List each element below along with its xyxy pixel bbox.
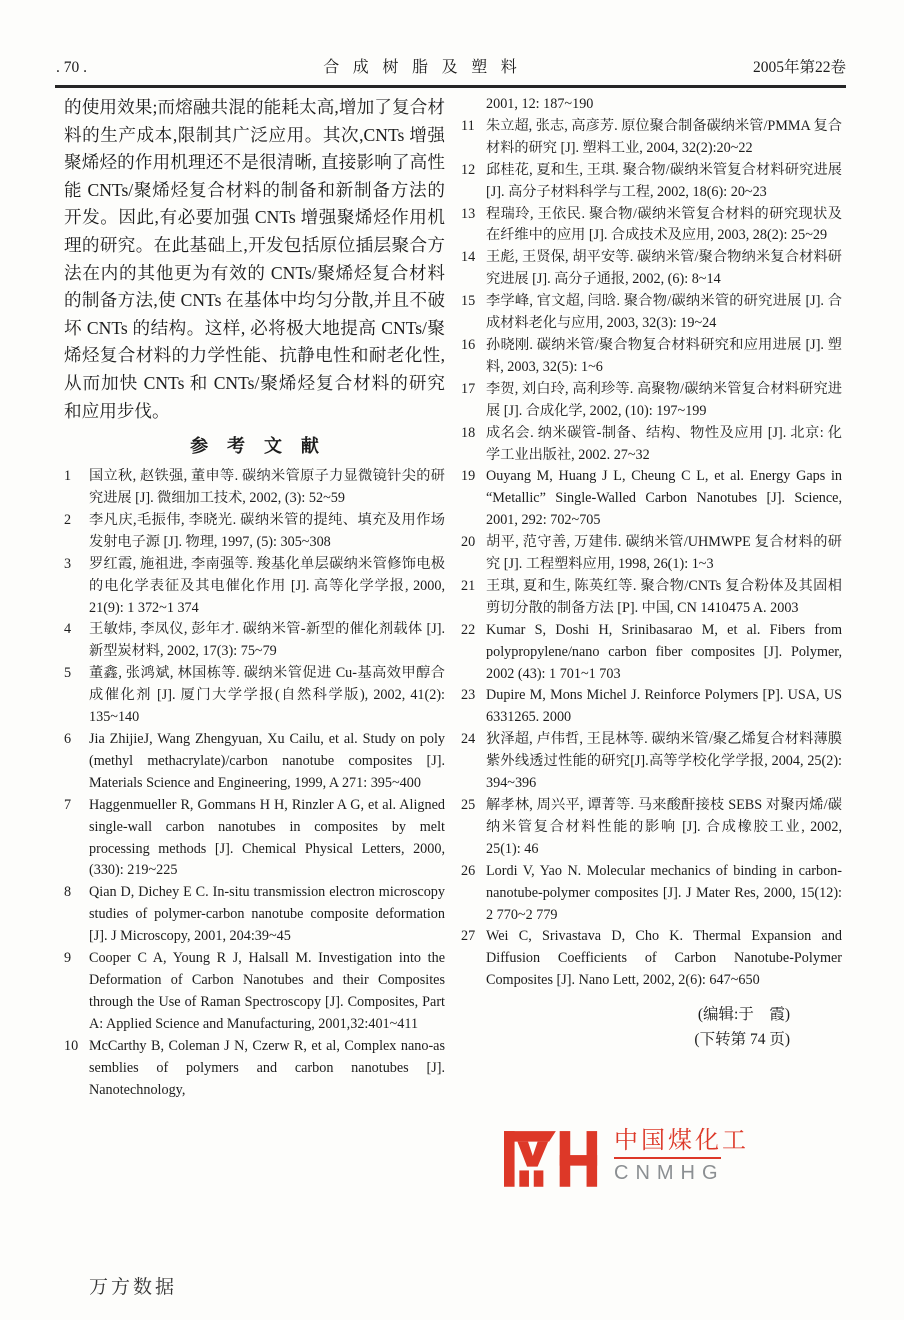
reference-text: Wei C, Srivastava D, Cho K. Thermal Expansion and Diffusion Coefficients of Carbon Nanotube-Polymer Composites [J]. Nano Lett, 2002, 2(6): 647~650 [486, 928, 842, 989]
reference-item [461, 116, 842, 160]
reference-text: 狄泽超, 卢伟哲, 王昆林等. 碳纳米管/聚乙烯复合材料薄膜紫外线透过性能的研究[J].高等学校化学学报, 2004, 25(2): 394~396 [486, 731, 842, 792]
reference-item [64, 882, 445, 948]
reference-item [461, 379, 842, 423]
reference-item [461, 576, 842, 620]
reference-text: 成名会. 纳米碳管-制备、结构、物性及应用 [J]. 北京: 化学工业出版社, 2002. 27~32 [486, 424, 842, 463]
continued-note: (下转第 74 页) [694, 1031, 790, 1049]
reference-item [461, 729, 842, 795]
reference-item [64, 948, 445, 1036]
reference-text: 王琪, 夏和生, 陈英红等. 聚合物/CNTs 复合粉体及其固相剪切分散的制备方法 [P]. 中国, CN 1410475 A. 2003 [486, 577, 842, 616]
reference-number: 6 [64, 731, 72, 747]
reference-text: 解孝林, 周兴平, 谭菁等. 马来酸酐接枝 SEBS 对聚丙烯/碳纳米管复合材料性能的影响 [J]. 合成橡胶工业, 2002, 25(1): 46 [486, 797, 842, 857]
reference-item [64, 795, 445, 883]
reference-item [461, 620, 842, 686]
reference-number: 24 [461, 731, 476, 748]
reference-number: 20 [461, 534, 476, 551]
body-paragraph: 的使用效果;而熔融共混的能耗太高,增加了复合材料的生产成本,限制其广泛应用。其次,CNTs 增强聚烯烃的作用机理还不是很清晰, 直接影响了高性能 CNTs/聚烯烃复合材料的制备和新制备方法的开发。因此,有必要加强 CNTs 增强聚烯烃作用机理的研究。在此基础上,开发包括原位插层聚合方法在内的其他更为有效的 CNTs/聚烯烃复合材料的制备方法,使 CNTs 在基体中均匀分散,并且不破坏 CNTs 的结构。这样, 必将极大地提高 CNTs/聚烯烃复合材料的力学性能、抗静电性和耐老化性,从而加快 CNTs 和 CNTs/聚烯烃复合材料的研究和应用步伐。 [64, 97, 445, 421]
reference-number: 14 [461, 249, 476, 266]
reference-number: 8 [64, 884, 72, 901]
reference-continuation: 2001, 12: 187~190 [486, 96, 594, 112]
reference-text: 胡平, 范守善, 万建伟. 碳纳米管/UHMWPE 复合材料的研究 [J]. 工程塑料应用, 1998, 26(1): 1~3 [486, 534, 842, 573]
reference-number: 18 [461, 424, 476, 441]
reference-text: Cooper C A, Young R J, Halsall M. Investigation into the Deformation of Carbon Nanotubes and their Composites through the Use of Raman Spectroscopy [J]. Composites, Part A: Applied Science and Manufacturing, 2001,32:401~411 [89, 950, 445, 1032]
reference-text: 罗红霞, 施祖进, 李南强等. 羧基化单层碳纳米管修饰电极的电化学表征及其电催化作用 [J]. 高等化学学报, 2000, 21(9): 1 372~1 374 [89, 555, 445, 616]
reference-number: 26 [461, 862, 476, 879]
reference-item [461, 291, 842, 335]
reference-text: Qian D, Dichey E C. In-situ transmission electron microscopy studies of polymer-carbon nanotube composite deformation [J]. J Microscopy, 2001, 204:39~45 [89, 884, 445, 945]
cnmhg-logo [504, 1126, 749, 1190]
reference-item [461, 466, 842, 532]
reference-number: 2 [64, 511, 72, 528]
reference-text: 李凡庆,毛振伟, 李晓光. 碳纳米管的提纯、填充及用作场发射电子源 [J]. 物理, 1997, (5): 305~308 [89, 511, 445, 550]
left-column [64, 94, 445, 1101]
reference-item [64, 663, 445, 729]
reference-item [64, 729, 445, 795]
reference-number: 10 [64, 1037, 79, 1054]
reference-text: Jia ZhijieJ, Wang Zhengyuan, Xu Cailu, et al. Study on poly (methyl methacrylate)/carbon nanotube composites [J]. Materials Science and Engineering, 1999, A 271: 395~400 [89, 731, 445, 791]
reference-item [461, 204, 842, 248]
reference-item [64, 510, 445, 554]
reference-item [461, 532, 842, 576]
reference-text: 王彪, 王贤保, 胡平安等. 碳纳米管/聚合物纳米复合材料研究进展 [J]. 高分子通报, 2002, (6): 8~14 [486, 249, 842, 288]
reference-number: 7 [64, 796, 72, 813]
reference-list-right [461, 116, 842, 992]
right-column [461, 94, 842, 1052]
reference-number: 16 [461, 336, 476, 353]
reference-number: 23 [461, 687, 476, 704]
reference-text: 邱桂花, 夏和生, 王琪. 聚合物/碳纳米管复合材料研究进展 [J]. 高分子材料科学与工程, 2002, 18(6): 20~23 [486, 161, 842, 200]
reference-item [461, 247, 842, 291]
reference-text: Dupire M, Mons Michel J. Reinforce Polymers [P]. USA, US 6331265. 2000 [486, 687, 842, 726]
logo-english-name: CNMHG [614, 1162, 725, 1184]
cnmhg-logo-icon [504, 1126, 600, 1188]
reference-text: 孙晓刚. 碳纳米管/聚合物复合材料研究和应用进展 [J]. 塑料, 2003, 32(5): 1~6 [486, 336, 842, 375]
logo-text-block [614, 1126, 749, 1185]
reference-item [461, 861, 842, 927]
reference-number: 22 [461, 621, 476, 638]
reference-number: 15 [461, 293, 476, 310]
reference-number: 4 [64, 621, 72, 638]
reference-number: 17 [461, 380, 476, 397]
reference-text: McCarthy B, Coleman J N, Czerw R, et al, Complex nano-as semblies of polymers and carbon nanotubes [J]. Nanotechnology, [89, 1037, 445, 1098]
reference-text: 朱立超, 张志, 高彦芳. 原位聚合制备碳纳米管/PMMA 复合材料的研究 [J]. 塑料工业, 2004, 32(2):20~22 [486, 117, 842, 156]
reference-item [64, 1036, 445, 1102]
editor-note: (编辑:于 霞) [697, 1006, 790, 1024]
reference-text: Ouyang M, Huang J L, Cheung C L, et al. Energy Gaps in “Metallic” Single-Walled Carbon Nanotubes [J]. Science, 2001, 292: 702~705 [486, 468, 842, 529]
reference-number: 5 [64, 665, 72, 682]
reference-text: Lordi V, Yao N. Molecular mechanics of binding in carbon-nanotube-polymer composites [J]. J Mater Res, 2000, 15(12): 2 770~2 779 [486, 862, 842, 923]
reference-text: 王敏炜, 李凤仪, 彭年才. 碳纳米管-新型的催化剂载体 [J]. 新型炭材料, 2002, 17(3): 75~79 [89, 621, 445, 660]
logo-rule [614, 1157, 721, 1159]
reference-item [64, 619, 445, 663]
reference-number: 25 [461, 797, 476, 813]
reference-item [461, 423, 842, 467]
logo-chinese-name: 中国煤化工 [614, 1127, 749, 1154]
references-heading: 参考文献 [190, 436, 338, 457]
reference-text: 董鑫, 张鸿斌, 林国栋等. 碳纳米管促进 Cu-基高效甲醇合成催化剂 [J]. 厦门大学学报(自然科学版), 2002, 41(2): 135~140 [89, 665, 445, 726]
reference-item [64, 554, 445, 620]
reference-number: 3 [64, 555, 72, 572]
reference-text: 李贺, 刘白玲, 高利珍等. 高聚物/碳纳米管复合材料研究进展 [J]. 合成化学, 2002, (10): 197~199 [486, 380, 842, 419]
reference-number: 11 [461, 117, 475, 134]
reference-number: 13 [461, 205, 476, 222]
reference-text: Haggenmueller R, Gommans H H, Rinzler A G, et al. Aligned single-wall carbon nanotubes in composites by melt processing methods [J]. Chemical Physical Letters, 2000, (330): 219~225 [89, 796, 445, 879]
reference-number: 19 [461, 468, 476, 485]
issue-label: 2005年第22卷 [752, 59, 846, 76]
reference-item [461, 685, 842, 729]
reference-item [461, 795, 842, 861]
reference-item [64, 466, 445, 510]
reference-number: 12 [461, 161, 476, 178]
header-rule [55, 85, 846, 88]
reference-number: 9 [64, 950, 72, 967]
reference-text: 程瑞玲, 王依民. 聚合物/碳纳米管复合材料的研究现状及在纤维中的应用 [J]. 合成技术及应用, 2003, 28(2): 25~29 [486, 205, 842, 244]
reference-text: Kumar S, Doshi H, Srinibasarao M, et al. Fibers from polypropylene/nano carbon fiber composites [J]. Polymer, 2002 (43): 1 701~1 703 [486, 621, 842, 682]
end-notes [461, 1002, 842, 1052]
reference-text: 国立秋, 赵铁强, 董申等. 碳纳米管原子力显微镜针尖的研究进展 [J]. 微细加工技术, 2002, (3): 52~59 [89, 468, 445, 507]
reference-number: 1 [64, 468, 72, 485]
reference-item [461, 160, 842, 204]
reference-item [461, 926, 842, 992]
page-number: . 70 . [56, 59, 87, 76]
wanfang-watermark: 万方数据 [89, 1277, 178, 1298]
reference-list-left [64, 466, 445, 1101]
journal-title: 合成树脂及塑料 [323, 59, 531, 76]
running-head [56, 54, 846, 78]
reference-number: 27 [461, 928, 476, 945]
reference-text: 李学峰, 官文超, 闫晗. 聚合物/碳纳米管的研究进展 [J]. 合成材料老化与应用, 2003, 32(3): 19~24 [486, 293, 842, 332]
reference-item [461, 335, 842, 379]
reference-number: 21 [461, 577, 476, 594]
